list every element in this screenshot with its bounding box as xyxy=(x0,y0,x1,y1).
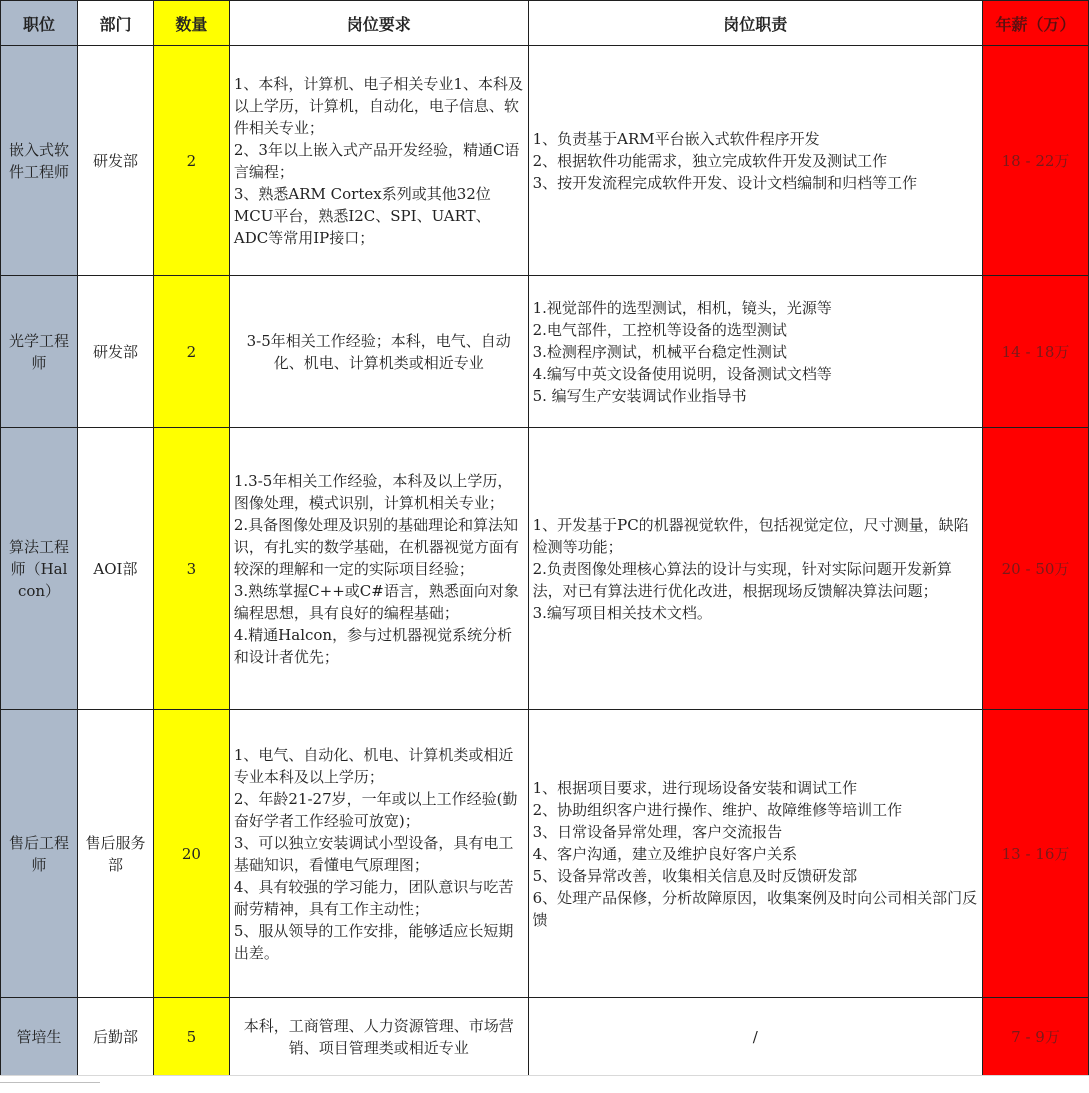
cell-position[interactable] xyxy=(1,710,78,998)
duty-item: 4.编写中英文设备使用说明，设备测试文档等 xyxy=(532,364,832,383)
cell-requirements[interactable] xyxy=(229,998,528,1076)
position-title: 嵌入式软件工程师 xyxy=(8,140,69,181)
duty-item: 2、协助组织客户进行操作、维护、故障维修等培训工作 xyxy=(532,800,903,819)
cell-department[interactable] xyxy=(77,276,153,428)
quantity-value: 5 xyxy=(186,1027,197,1046)
cell-position[interactable] xyxy=(1,428,78,710)
position-title: 管培生 xyxy=(16,1027,62,1046)
quantity-value: 2 xyxy=(186,151,197,170)
requirement-item: 1、本科，计算机、电子相关专业1、本科及以上学历，计算机，自动化，电子信息、软件相关专业； xyxy=(233,74,523,137)
duty-item: 3.检测程序测试，机械平台稳定性测试 xyxy=(532,342,787,361)
cell-salary[interactable] xyxy=(983,276,1089,428)
table-row xyxy=(1,710,1089,998)
cell-department[interactable] xyxy=(77,710,153,998)
salary-value: 13 - 16万 xyxy=(1001,845,1070,863)
department-name: AOI部 xyxy=(93,559,138,578)
cell-duties[interactable] xyxy=(528,46,982,276)
duty-item: 2.负责图像处理核心算法的设计与实现，针对实际问题开发新算法，对已有算法进行优化改进，根据现场反馈解决算法问题； xyxy=(532,559,952,600)
salary-value: 7 - 9万 xyxy=(1011,1028,1060,1046)
cell-department[interactable] xyxy=(77,46,153,276)
quantity-value: 2 xyxy=(186,342,197,361)
duty-item: 3、日常设备异常处理，客户交流报告 xyxy=(532,822,783,841)
header-requirements[interactable]: 岗位要求 xyxy=(229,1,528,46)
cell-requirements[interactable] xyxy=(229,710,528,998)
cell-requirements[interactable] xyxy=(229,276,528,428)
requirement-item: 1、电气、自动化、机电、计算机类或相近专业本科及以上学历； xyxy=(233,745,514,786)
requirements-list xyxy=(234,73,524,249)
requirement-item: 2、年龄21-27岁，一年或以上工作经验(勤奋好学者工作经验可放宽)； xyxy=(233,789,518,830)
cell-salary[interactable] xyxy=(983,998,1089,1076)
cell-duties[interactable] xyxy=(528,428,982,710)
cell-position[interactable] xyxy=(1,998,78,1076)
requirements-list xyxy=(234,330,524,374)
duty-item: 3.编写项目相关技术文档。 xyxy=(532,603,712,622)
header-quantity[interactable]: 数量 xyxy=(153,1,229,46)
requirements-list xyxy=(234,1015,524,1059)
table-row xyxy=(1,998,1089,1076)
table-row xyxy=(1,46,1089,276)
requirement-item: 3、可以独立安装调试小型设备，具有电工基础知识，看懂电气原理图； xyxy=(233,833,514,874)
department-name: 后勤部 xyxy=(92,1027,138,1046)
cell-department[interactable] xyxy=(77,998,153,1076)
cell-duties[interactable] xyxy=(528,710,982,998)
requirement-item: 2、3年以上嵌入式产品开发经验，精通C语言编程； xyxy=(233,140,520,181)
duties-list xyxy=(533,128,978,194)
cell-requirements[interactable] xyxy=(229,46,528,276)
cell-duties[interactable] xyxy=(528,998,982,1076)
cell-salary[interactable] xyxy=(983,710,1089,998)
cell-position[interactable] xyxy=(1,46,78,276)
requirement-item: 3-5年相关工作经验；本科，电气、自动化、机电、计算机类或相近专业 xyxy=(246,331,511,372)
header-department[interactable]: 部门 xyxy=(77,1,153,46)
requirement-item: 5、服从领导的工作安排，能够适应长短期出差。 xyxy=(233,921,514,962)
duty-item: 5、设备异常改善，收集相关信息及时反馈研发部 xyxy=(532,866,858,885)
duty-item: 6、处理产品保修，分析故障原因，收集案例及时向公司相关部门反馈 xyxy=(532,888,978,929)
cell-salary[interactable] xyxy=(983,428,1089,710)
requirement-item: 3.熟练掌握C++或C#语言，熟悉面向对象编程思想，具有良好的编程基础； xyxy=(233,581,519,622)
requirements-list xyxy=(234,744,524,964)
requirements-list xyxy=(234,470,524,668)
duty-item: 1、开发基于PC的机器视觉软件，包括视觉定位，尺寸测量，缺陷检测等功能； xyxy=(532,515,969,556)
cell-duties[interactable] xyxy=(528,276,982,428)
cell-position[interactable] xyxy=(1,276,78,428)
cell-quantity[interactable] xyxy=(153,276,229,428)
table-row xyxy=(1,276,1089,428)
requirement-item: 2.具备图像处理及识别的基础理论和算法知识，有扎实的数学基础，在机器视觉方面有较深的理解和一定的实际项目经验； xyxy=(233,515,519,578)
duty-item: / xyxy=(752,1027,758,1046)
duty-item: 4、客户沟通，建立及维护良好客户关系 xyxy=(532,844,798,863)
requirement-item: 3、熟悉ARM Cortex系列或其他32位MCU平台，熟悉I2C、SPI、UART、ADC等常用IP接口； xyxy=(233,184,491,247)
department-name: 研发部 xyxy=(92,342,138,361)
duties-list xyxy=(533,1026,978,1048)
header-position[interactable]: 职位 xyxy=(1,1,78,46)
duty-item: 5. 编写生产安装调试作业指导书 xyxy=(532,386,747,405)
quantity-value: 20 xyxy=(181,844,201,863)
salary-value: 18 - 22万 xyxy=(1001,152,1070,170)
salary-value: 20 - 50万 xyxy=(1001,560,1070,578)
duties-list xyxy=(533,297,978,407)
duty-item: 1、负责基于ARM平台嵌入式软件程序开发 xyxy=(532,129,820,148)
cell-quantity[interactable] xyxy=(153,46,229,276)
duty-item: 1.视觉部件的选型测试，相机，镜头，光源等 xyxy=(532,298,832,317)
position-title: 售后工程师 xyxy=(8,833,69,874)
requirement-item: 4.精通Halcon，参与过机器视觉系统分析和设计者优先； xyxy=(233,625,513,666)
department-name: 售后服务部 xyxy=(85,833,146,874)
cell-quantity[interactable] xyxy=(153,428,229,710)
header-row xyxy=(1,1,1089,46)
duties-list xyxy=(533,777,978,931)
duty-item: 3、按开发流程完成软件开发、设计文档编制和归档等工作 xyxy=(532,173,918,192)
table-row xyxy=(1,428,1089,710)
duty-item: 2.电气部件，工控机等设备的选型测试 xyxy=(532,320,787,339)
salary-value: 14 - 18万 xyxy=(1001,343,1070,361)
position-title: 光学工程师 xyxy=(8,331,69,372)
position-title: 算法工程师（Halcon） xyxy=(8,537,69,600)
department-name: 研发部 xyxy=(92,151,138,170)
cell-department[interactable] xyxy=(77,428,153,710)
requirement-item: 1.3-5年相关工作经验，本科及以上学历，图像处理，模式识别，计算机相关专业； xyxy=(233,471,513,512)
cell-quantity[interactable] xyxy=(153,998,229,1076)
requirement-item: 本科，工商管理、人力资源管理、市场营销、项目管理类或相近专业 xyxy=(243,1016,514,1057)
header-duties[interactable]: 岗位职责 xyxy=(528,1,982,46)
duty-item: 2、根据软件功能需求，独立完成软件开发及测试工作 xyxy=(532,151,888,170)
cell-salary[interactable] xyxy=(983,46,1089,276)
sheet-bottom-strip xyxy=(0,1075,1089,1093)
requirement-item: 4、具有较强的学习能力，团队意识与吃苦耐劳精神，具有工作主动性； xyxy=(233,877,514,918)
cell-quantity[interactable] xyxy=(153,710,229,998)
duty-item: 1、根据项目要求，进行现场设备安装和调试工作 xyxy=(532,778,858,797)
header-salary[interactable]: 年薪（万） xyxy=(983,1,1089,46)
quantity-value: 3 xyxy=(186,559,197,578)
duties-list xyxy=(533,514,978,624)
cell-requirements[interactable] xyxy=(229,428,528,710)
